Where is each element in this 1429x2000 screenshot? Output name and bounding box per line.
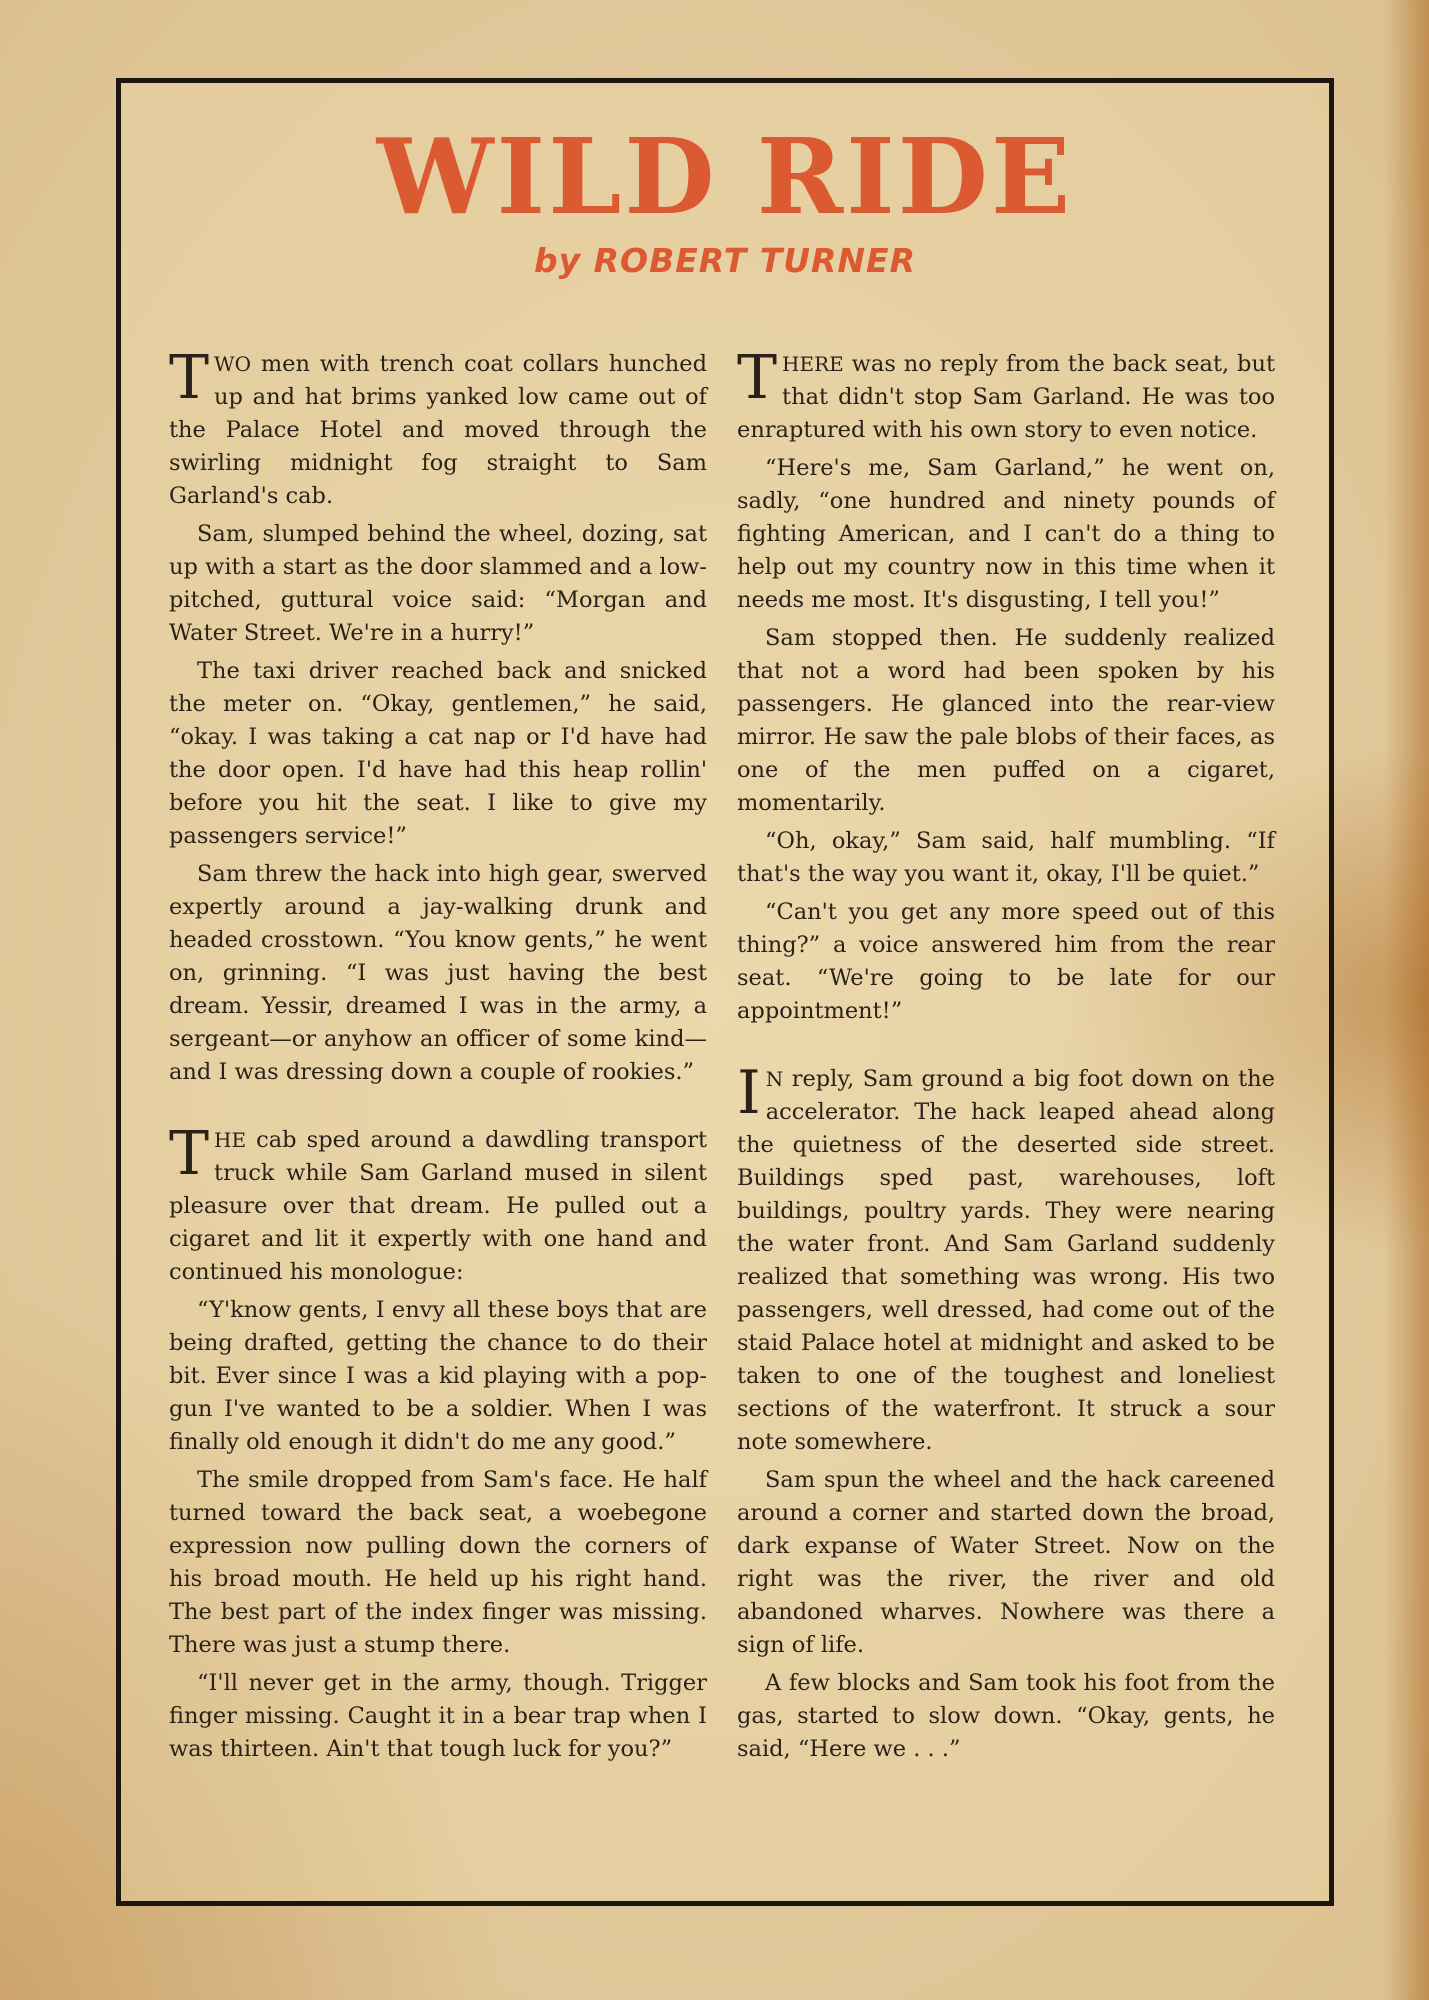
paragraph: “Can't you get any more speed out of this thing?” a voice answered him from the rear seat. “We're going to be late for our appointment!”: [737, 899, 1275, 1024]
paragraph: Sam stopped then. He suddenly realized that not a word had been spoken by his passengers. He glanced into the rear-view mirror. He saw the pale blobs of their faces, as one of the men puffed on a cigaret, momentarily.: [737, 625, 1275, 816]
opening-paragraph: [169, 1119, 707, 1289]
section-break: [169, 1094, 707, 1124]
lead-in: N: [765, 1067, 784, 1091]
drop-cap: T: [169, 1119, 210, 1189]
paragraph-text: was no reply from the back seat, but that didn't stop Sam Garland. He was too enraptured with his own story to even notice.: [737, 351, 1275, 443]
paragraph: “Here's me, Sam Garland,” he went on, sadly, “one hundred and ninety pounds of fighting American, and I can't do a thing to help out my country now in this time when it needs me most. It's disgusting, I tell you!”: [737, 455, 1275, 613]
story-byline: by ROBERT TURNER: [534, 241, 916, 280]
paragraph: Sam spun the wheel and the hack careened around a corner and started down the broad, dark expanse of Water Street. Now on the right was the river, the river and old abandoned wharves. Nowhere was there a sign of life.: [737, 1467, 1275, 1658]
paragraph: Sam threw the hack into high gear, swerved expertly around a jay-walking drunk and headed crosstown. “You know gents,” he went on, grinning. “I was just having the best dream. Yessir, dreamed I was in the army, a sergeant—or anyhow an officer of some kind—and I was dressing down a couple of rookies.”: [169, 861, 707, 1085]
page-edge-shadow: [1384, 0, 1429, 2000]
lead-in: WO: [214, 352, 251, 376]
left-column: [169, 343, 707, 1771]
paragraph: The taxi driver reached back and snicked the meter on. “Okay, gentlemen,” he said, “okay. I was taking a cat nap or I'd have had the door open. I'd have had this heap rollin' before you hit the seat. I like to give my passengers service!”: [169, 658, 707, 849]
drop-cap: T: [737, 343, 778, 413]
paragraph-text: reply, Sam ground a big foot down on the accelerator. The hack leaped ahead along the quietness of the deserted side street. Buildings sped past, warehouses, loft buildings, poultry yards. They were nearing the water front. And Sam Garland suddenly realized that something was wrong. His two passengers, well dressed, had come out of the staid Palace hotel at midnight and asked to be taken to one of the toughest and loneliest sections of the waterfront. It struck a sour note somewhere.: [737, 1066, 1275, 1455]
opening-paragraph: [169, 343, 707, 513]
paragraph: “I'll never get in the army, though. Trigger finger missing. Caught it in a bear trap when I was thirteen. Ain't that tough luck for you?”: [169, 1670, 707, 1762]
paragraph: A few blocks and Sam took his foot from the gas, started to slow down. “Okay, gents, he said, “Here we . . .”: [737, 1670, 1275, 1762]
paragraph: The smile dropped from Sam's face. He half turned toward the back seat, a woebegone expression now pulling down the corners of his broad mouth. He held up his right hand. The best part of the index finger was missing. There was just a stump there.: [169, 1467, 707, 1658]
paragraph: Sam, slumped behind the wheel, dozing, sat up with a start as the door slammed and a low-pitched, guttural voice said: “Morgan and Water Street. We're in a hurry!”: [169, 521, 707, 646]
right-column: [737, 343, 1275, 1771]
paragraph: “Y'know gents, I envy all these boys that are being drafted, getting the chance to do their bit. Ever since I was a kid playing with a pop-gun I've wanted to be a soldier. When I was finally old enough it didn't do me any good.”: [169, 1297, 707, 1455]
lead-in: HERE: [782, 352, 844, 376]
lead-in: HE: [214, 1128, 247, 1152]
section-break: [737, 1033, 1275, 1063]
drop-cap: I: [737, 1058, 761, 1128]
paragraph: “Oh, okay,” Sam said, half mumbling. “If that's the way you want it, okay, I'll be quiet.”: [737, 828, 1275, 887]
story-frame: [116, 78, 1334, 1906]
opening-paragraph: [737, 1058, 1275, 1459]
story-title: WILD RIDE: [376, 115, 1074, 238]
opening-paragraph: [737, 343, 1275, 447]
paragraph-text: men with trench coat collars hunched up and hat brims yanked low came out of the Palace Hotel and moved through the swirling midnight fog straight to Sam Garland's cab.: [169, 351, 707, 509]
paragraph-text: cab sped around a dawdling transport truck while Sam Garland mused in silent pleasure over that dream. He pulled out a cigaret and lit it expertly with one hand and continued his monologue:: [169, 1127, 707, 1285]
drop-cap: T: [169, 343, 210, 413]
